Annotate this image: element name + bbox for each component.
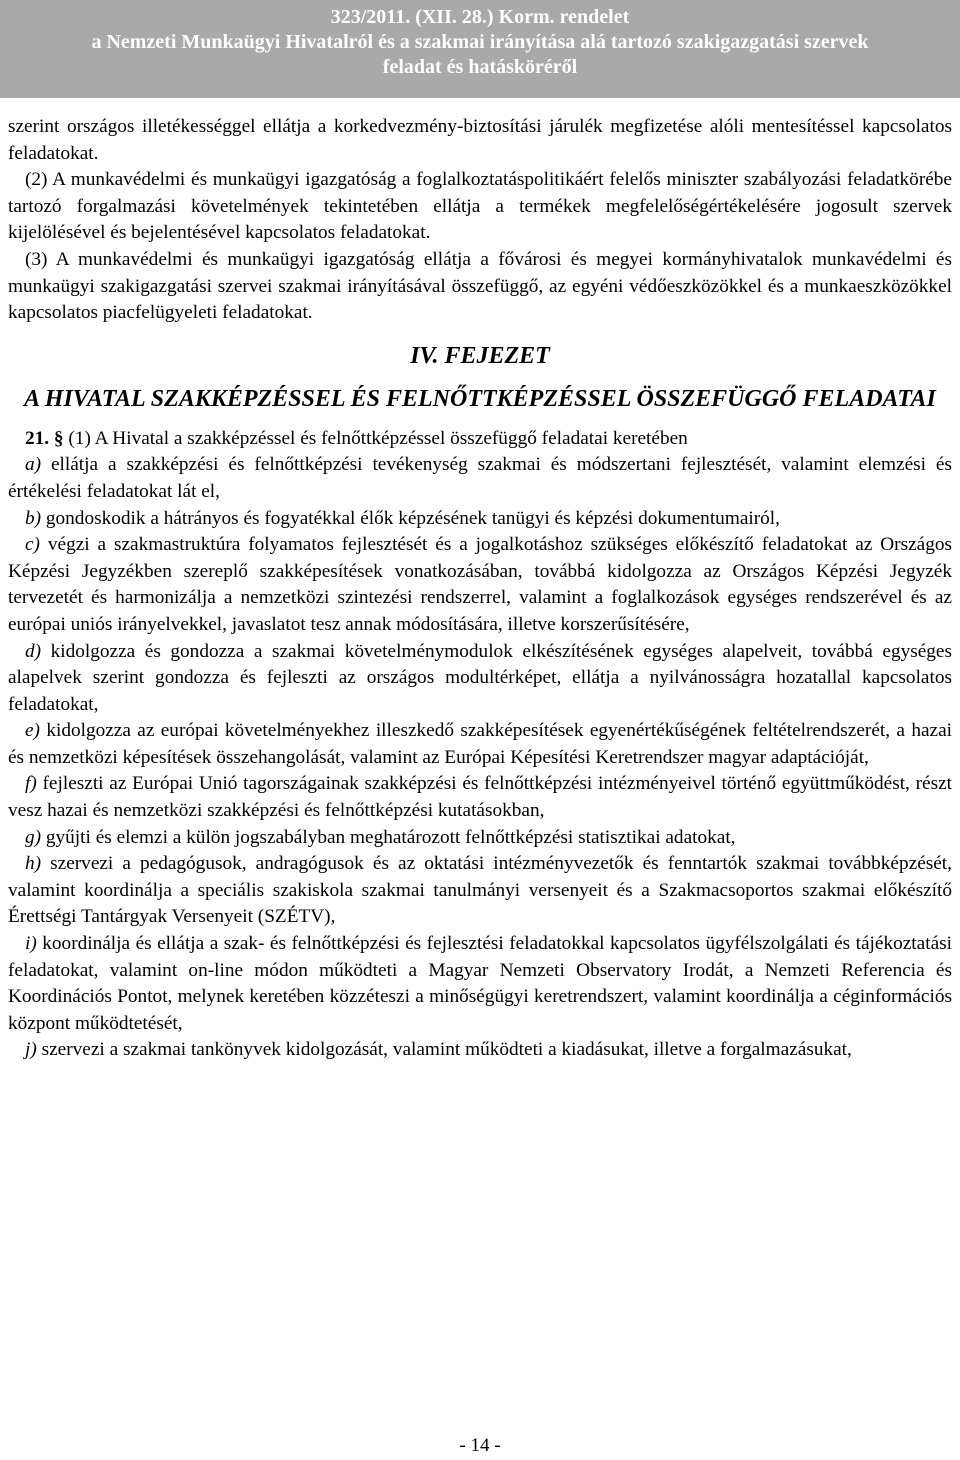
section-heading [8,426,952,453]
chapter-title: A HIVATAL SZAKKÉPZÉSSEL ÉS FELNŐTTKÉPZÉSSEL ÖSSZEFÜGGŐ FELADATAI [24,385,936,412]
list-item [8,718,952,771]
list-item-text: szervezi a szakmai tankönyvek kidolgozását, valamint működteti a kiadásukat, illetve a forgalmazásukat, [36,1039,852,1061]
list-item-label: e) [25,720,40,742]
list-item-label: b) [25,507,42,529]
list-item-text: koordinálja és ellátja a szak- és felnőttképzési és fejlesztési feladatokkal kapcsolatos ügyfélszolgálati és tájékoztatási feladatokat, valamint on-line módon működteti a Magyar Nemzeti Observatory Irodát, a Nemzeti Referencia és Koordinációs Pontot, melynek keretében közzéteszi a minőségügyi keretrendszert, valamint koordinálja a céginformációs központ működtetését, [8,933,952,1034]
paragraph-3: (3) A munkavédelmi és munkaügyi igazgatóság ellátja a fővárosi és megyei kormányhivatalok munkavédelmi és munkaügyi szakigazgatási szervei szakmai irányításával összefüggő, az egyéni védőeszközökkel és a munkaeszközökkel kapcsolatos piacfelügyeleti feladatokat. [8,248,952,324]
list-item-label: i) [25,933,37,955]
list-item-label: a) [25,454,42,476]
document-body [8,114,952,1064]
item-list [8,452,952,1064]
list-item-text: kidolgozza az európai követelményekhez illeszkedő szakképesítések egyenértékűségének feltételrendszerét, a hazai és nemzetközi képesítések összehangolását, valamint az Európai Képesítési Keretrendszer magyar adaptációját, [8,720,952,768]
list-item-label: g) [25,826,42,848]
page-number: - 14 - [459,1435,501,1456]
list-item [8,825,952,852]
list-item-text: gondoskodik a hátrányos és fogyatékkal élők képzésének tanügyi és képzési dokumentumairól, [41,507,780,529]
list-item [8,931,952,1037]
list-item-text: ellátja a szakképzési és felnőttképzési tevékenység szakmai és módszertani fejlesztését, valamint elemzési és értékelési feladatokat lát el, [8,454,952,502]
list-item-text: végzi a szakmastruktúra folyamatos fejlesztését és a jogalkotáshoz szükséges előkészítő feladatokat az Országos Képzési Jegyzékben szereplő szakképesítések vonatkozásában, továbbá kidolgozza az Országos Képzési Jegyzék tervezetét és harmonizálja a nemzetközi szintezési rendszerrel, valamint a foglalkozások egységes rendszerével és az európai uniós irányelvekkel, javaslatot tesz annak módosítására, illetve korszerűsítésére, [8,534,952,635]
list-item-text: fejleszti az Európai Unió tagországainak szakképzési és felnőttképzési intézményeivel történő együttműködést, részt vesz hazai és nemzetközi szakképzési és felnőttképzési kutatásokban, [8,773,952,822]
paragraph-2: (2) A munkavédelmi és munkaügyi igazgatóság a foglalkoztatáspolitikáért felelős miniszter szabályozási feladatkörébe tartozó forgalmazási követelmények tekintetében ellátja a termékek megfelelőségértékelésére jogosult szervek kijelölésével és bejelentésével kapcsolatos feladatokat. [8,169,952,244]
document-header [0,0,960,98]
list-item-text: kidolgozza és gondozza a szakmai követelménymodulok elkészítésének egységes alapelveit, továbbá egységes alapelvek szerint gondozza és fejleszti az országos modultérképet, ellátja a nyilvánosságra hozatallal kapcsolatos feladatokat, [8,640,952,715]
section-intro: (1) A Hivatal a szakképzéssel és felnőttképzéssel összefüggő feladatai keretében [63,427,688,449]
list-item-label: d) [25,640,42,662]
list-item-label: h) [25,853,42,875]
list-item-label: f) [25,773,37,795]
list-item [8,851,952,931]
list-item-text: szervezi a pedagógusok, andragógusok és az oktatási intézményvezetők és fenntartók szakmai továbbképzését, valamint koordinálja a speciális szakiskola szakmai tanulmányi versenyeit és a Szakmacsoportos szakmai előkészítő Érettségi Tantárgyak Versenyeit (SZÉTV), [8,853,952,928]
chapter-number: IV. FEJEZET [410,342,550,369]
section-number: 21. § [25,427,64,449]
list-item [8,452,952,505]
list-item [8,639,952,719]
list-item-text: gyűjti és elemzi a külön jogszabályban meghatározott felnőttképzési statisztikai adatokat, [41,826,736,848]
paragraph-continued: szerint országos illetékességgel ellátja a korkedvezmény-biztosítási járulék megfizetése alóli mentesítéssel kapcsolatos feladatokat. [8,116,952,164]
header-title: 323/2011. (XII. 28.) Korm. rendelet [330,6,630,28]
header-subtitle: a Nemzeti Munkaügyi Hivatalról és a szakmai irányítása alá tartozó szakigazgatási szervek [91,31,869,53]
list-item [8,506,952,533]
list-item [8,771,952,824]
list-item-label: c) [25,534,40,556]
list-item [8,1037,952,1064]
header-subtitle-cont: feladat és hatásköréről [382,56,578,78]
list-item-label: j) [25,1039,37,1061]
list-item [8,532,952,638]
